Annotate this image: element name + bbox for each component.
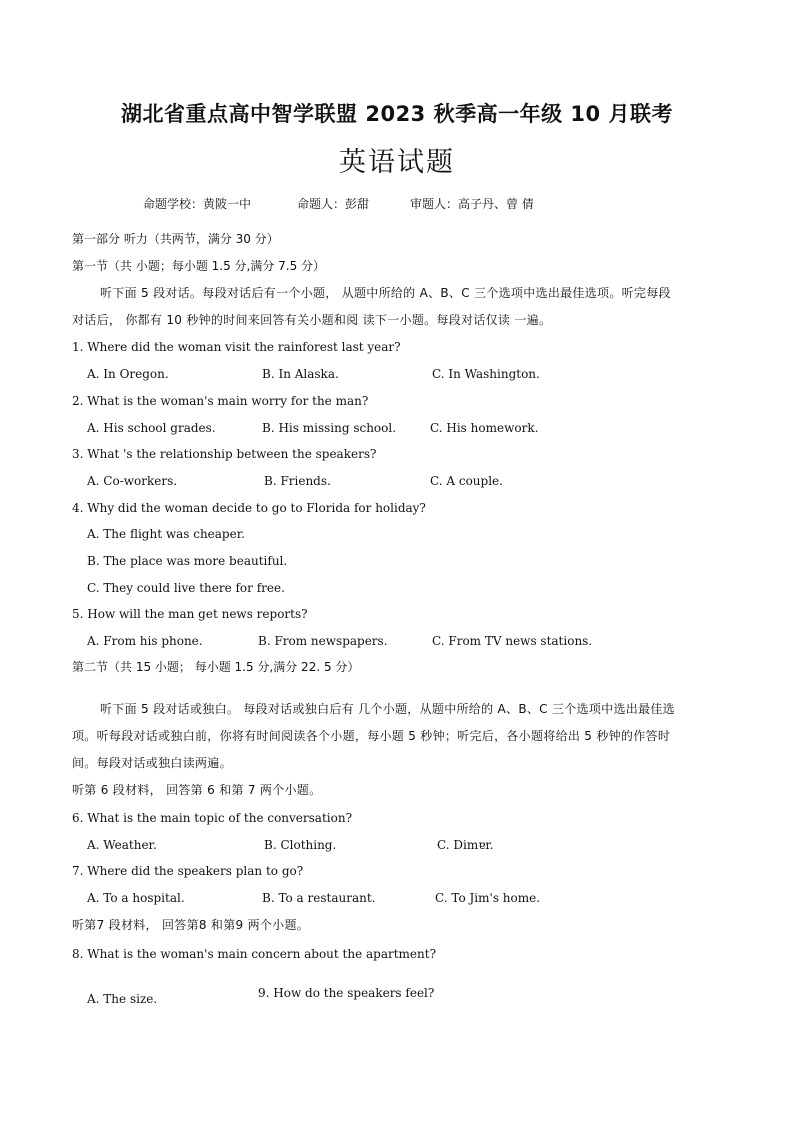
section1-heading: 第一节（共 小题；每小题 1.5 分,满分 7.5 分） [72, 259, 326, 273]
question-stem: 8. What is the woman's main concern about the apartment? [72, 947, 437, 961]
section2-instructions: 听下面 5 段对话或独白。 每段对话或独白后有 几个小题，从题中所给的 A、B、C 三个选项中选出最佳选 [100, 702, 675, 716]
option-a: A. Weather. [87, 838, 157, 852]
option-a: A. The size. [87, 992, 158, 1006]
option-c: C. To Jim's home. [435, 891, 541, 905]
section2-heading: 第二节（共 15 小题； 每小题 1.5 分,满分 22. 5 分） [72, 660, 360, 674]
section2-instructions: 项。听每段对话或独白前，你将有时间阅读各个小题，每小题 5 秒钟；听完后，各小题将给出 5 秒钟的作答时 [72, 729, 671, 743]
section2-instructions: 间。每段对话或独白读两遍。 [72, 756, 232, 770]
material-label: 听第7 段材料， 回答第8 和第9 两个小题。 [72, 918, 310, 932]
school-label: 命题学校：黄陂一中 [143, 197, 252, 211]
option-c: C. From TV news stations. [432, 634, 593, 648]
option-b: B. Clothing. [264, 838, 337, 852]
option-b: B. Friends. [264, 474, 331, 488]
option-c: C. They could live there for free. [87, 581, 285, 595]
option-a: A. To a hospital. [87, 891, 185, 905]
part1-heading: 第一部分 听力（共两节，满分 30 分） [72, 232, 279, 246]
option-a: A. The flight was cheaper. [87, 527, 245, 541]
author-label: 命题人：彭甜 [297, 197, 370, 211]
material-label: 听第 6 段材料， 回答第 6 和第 7 两个小题。 [72, 783, 322, 797]
reviewer-label: 审题人：高子丹、曾 倩 [410, 197, 534, 211]
exam-title: 湖北省重点高中智学联盟 2023 秋季高一年级 10 月联考 [121, 102, 673, 126]
option-a: A. From his phone. [87, 634, 203, 648]
option-b: B. His missing school. [262, 421, 397, 435]
option-c: C. A couple. [430, 474, 503, 488]
option-c: C. In Washington. [432, 367, 540, 381]
option-a: A. Co-workers. [87, 474, 178, 488]
subject-title: 英语试题 [339, 147, 455, 178]
question-stem: 3. What 's the relationship between the speakers? [72, 447, 377, 461]
option-b: B. The place was more beautiful. [87, 554, 288, 568]
option-c: C. His homework. [430, 421, 539, 435]
question-stem: 6. What is the main topic of the conversation? [72, 811, 353, 825]
section1-instructions: 听下面 5 段对话。每段对话后有一个小题， 从题中所给的 A、B、C 三个选项中选出最佳选项。听完每段 [100, 286, 671, 300]
option-a: A. In Oregon. [87, 367, 169, 381]
question-stem: 4. Why did the woman decide to go to Florida for holiday? [72, 501, 426, 515]
option-c: C. Dimɐr. [437, 838, 494, 852]
question-stem: 7. Where did the speakers plan to go? [72, 864, 304, 878]
question-stem: 1. Where did the woman visit the rainforest last year? [72, 340, 401, 354]
question-stem: 9. How do the speakers feel? [258, 986, 435, 1000]
question-stem: 2. What is the woman's main worry for the man? [72, 394, 369, 408]
option-b: B. From newspapers. [258, 634, 388, 648]
option-b: B. To a restaurant. [262, 891, 376, 905]
question-stem: 5. How will the man get news reports? [72, 607, 308, 621]
option-b: B. In Alaska. [262, 367, 339, 381]
section1-instructions: 对话后， 你都有 10 秒钟的时间来回答有关小题和阅 读下一小题。每段对话仅读 一遍。 [72, 313, 552, 327]
option-a: A. His school grades. [87, 421, 216, 435]
